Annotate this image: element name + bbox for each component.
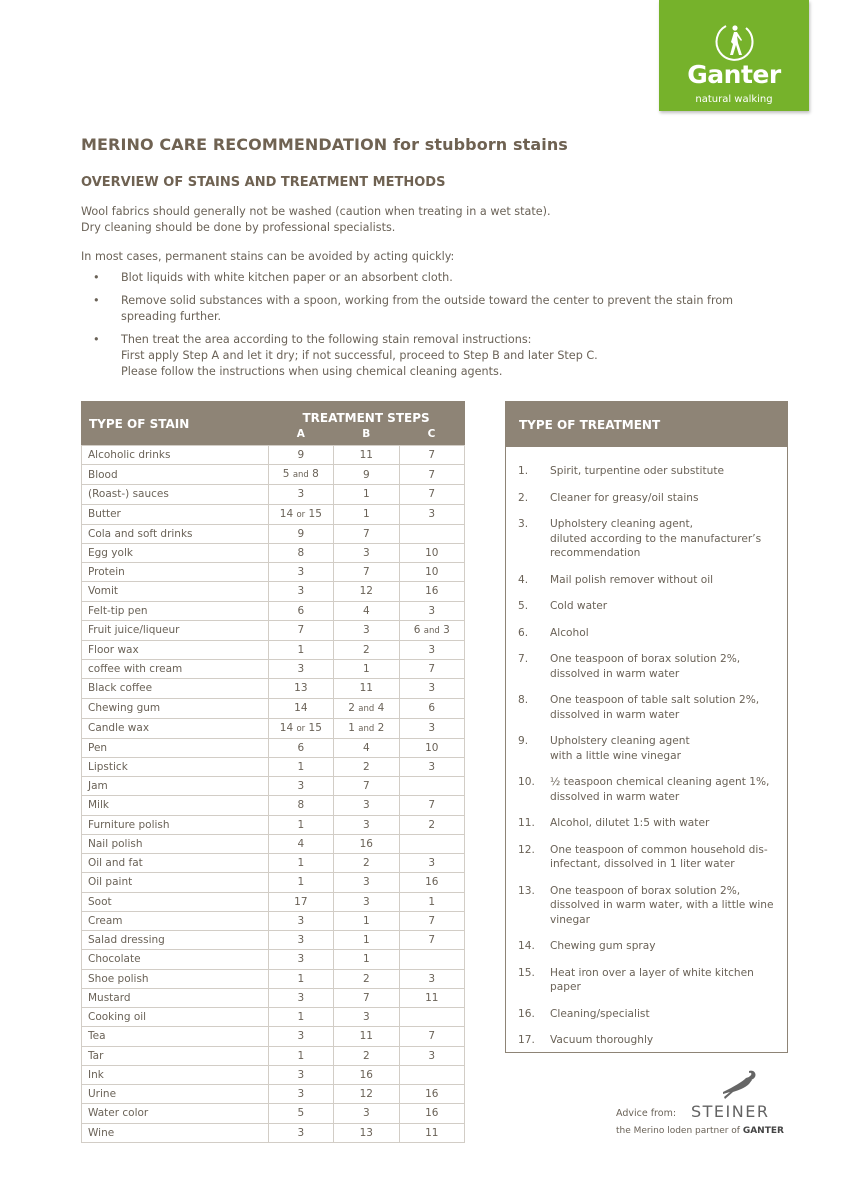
table-row bbox=[82, 1065, 465, 1084]
table-row bbox=[82, 446, 465, 465]
step-c-value: 3 bbox=[399, 757, 464, 776]
stain-name: Mustard bbox=[82, 988, 269, 1007]
instructions-list bbox=[93, 270, 783, 387]
step-b-value: 16 bbox=[334, 834, 399, 853]
stain-name: Milk bbox=[82, 796, 269, 815]
step-c-value: 7 bbox=[399, 931, 464, 950]
intro-paragraph bbox=[81, 204, 551, 236]
step-a-value: 1 bbox=[268, 1046, 333, 1065]
treatment-text: Alcohol bbox=[550, 626, 589, 639]
stain-name: Protein bbox=[82, 563, 269, 582]
bullet-item: • Blot liquids with white kitchen paper or an absorbent cloth. bbox=[93, 271, 453, 284]
stain-name: Ink bbox=[82, 1065, 269, 1084]
treatment-number: 6. bbox=[518, 626, 529, 639]
table-row bbox=[82, 524, 465, 543]
step-b-value: 1 bbox=[334, 931, 399, 950]
step-b-value: 1 bbox=[334, 950, 399, 969]
treatment-text: Cleaner for greasy/oil stains bbox=[550, 491, 699, 504]
step-b-value: 3 bbox=[334, 1104, 399, 1123]
treatment-text: One teaspoon of table salt solution 2%, dissolved in warm water bbox=[550, 694, 760, 721]
table-row bbox=[82, 738, 465, 757]
bullet-icon: • bbox=[93, 294, 100, 307]
list-item bbox=[518, 464, 775, 479]
list-item bbox=[518, 939, 775, 954]
step-a-value: 7 bbox=[268, 620, 333, 640]
treatment-number: 14. bbox=[518, 940, 535, 952]
stain-name: Urine bbox=[82, 1085, 269, 1104]
treatment-text: Cold water bbox=[550, 600, 608, 612]
step-b-value: 1 bbox=[334, 485, 399, 504]
list-item bbox=[518, 573, 775, 588]
table-row bbox=[82, 777, 465, 796]
page-subtitle: OVERVIEW OF STAINS AND TREATMENT METHODS bbox=[81, 175, 446, 190]
treatment-number: 7. bbox=[518, 653, 529, 665]
step-c-value: 11 bbox=[399, 1123, 464, 1142]
treatment-number: 2. bbox=[518, 491, 529, 504]
list-item bbox=[518, 816, 775, 831]
lead-text: In most cases, permanent stains can be avoided by acting quickly: bbox=[81, 250, 455, 263]
step-a-value: 9 bbox=[268, 446, 333, 465]
step-a-value: 3 bbox=[268, 1065, 333, 1084]
step-b-value: 16 bbox=[334, 1065, 399, 1084]
page-title: MERINO CARE RECOMMENDATION for stubborn stains bbox=[81, 135, 568, 154]
step-b-value: 9 bbox=[334, 465, 399, 485]
step-c-value: 7 bbox=[399, 911, 464, 930]
stain-name: Soot bbox=[82, 892, 269, 911]
stain-name: Furniture polish bbox=[82, 815, 269, 834]
stain-name: Oil and fat bbox=[82, 854, 269, 873]
stain-name: Black coffee bbox=[82, 679, 269, 698]
ganter-logo bbox=[659, 0, 809, 111]
step-c-value: 6 bbox=[399, 698, 464, 718]
step-a-value: 3 bbox=[268, 777, 333, 796]
stain-name: Egg yolk bbox=[82, 543, 269, 562]
table-row bbox=[82, 873, 465, 892]
step-b-value: 1 bbox=[334, 660, 399, 679]
stain-name: Tea bbox=[82, 1027, 269, 1046]
step-c-value: 16 bbox=[399, 1104, 464, 1123]
header-step-b: B bbox=[334, 428, 399, 446]
list-item bbox=[518, 775, 775, 804]
bullet-item: • Then treat the area according to the following stain removal instructions: First apply Step A and let it dry; if not successful, proceed to Step B and later Step C. Please follow the instructions when using chemical cleaning agents. bbox=[93, 333, 598, 378]
walking-person-icon bbox=[712, 22, 756, 62]
stain-name: Water color bbox=[82, 1104, 269, 1123]
treatment-number: 4. bbox=[518, 573, 529, 586]
step-c-value: 7 bbox=[399, 465, 464, 485]
stain-name: Salad dressing bbox=[82, 931, 269, 950]
step-a-value: 1 bbox=[268, 854, 333, 873]
step-c-value: 6 and 3 bbox=[399, 620, 464, 640]
stain-name: Cola and soft drinks bbox=[82, 524, 269, 543]
stain-name: Jam bbox=[82, 777, 269, 796]
list-item bbox=[518, 491, 775, 506]
stain-name: Pen bbox=[82, 738, 269, 757]
stain-table bbox=[81, 401, 465, 1143]
ganter-brand-name: Ganter bbox=[687, 60, 781, 89]
step-a-value: 3 bbox=[268, 1085, 333, 1104]
step-b-value: 3 bbox=[334, 620, 399, 640]
bullet-icon: • bbox=[93, 333, 100, 346]
step-b-value: 3 bbox=[334, 815, 399, 834]
list-item bbox=[518, 693, 775, 722]
step-a-value: 3 bbox=[268, 485, 333, 504]
table-row bbox=[82, 465, 465, 485]
step-c-value: 11 bbox=[399, 988, 464, 1007]
step-c-value: 7 bbox=[399, 796, 464, 815]
treatment-text: Heat iron over a layer of white kitchen paper bbox=[550, 966, 754, 993]
step-b-value: 3 bbox=[334, 543, 399, 562]
stain-name: Felt-tip pen bbox=[82, 601, 269, 620]
treatment-text: One teaspoon of borax solution 2%, dissolved in warm water bbox=[550, 653, 741, 680]
treatment-number: 13. bbox=[518, 884, 535, 897]
step-b-value: 3 bbox=[334, 796, 399, 815]
table-row bbox=[82, 969, 465, 988]
table-row bbox=[82, 911, 465, 930]
stain-name: Nail polish bbox=[82, 834, 269, 853]
list-item bbox=[518, 843, 775, 872]
table-row bbox=[82, 931, 465, 950]
step-b-value: 1 and 2 bbox=[334, 718, 399, 738]
stain-name: Floor wax bbox=[82, 640, 269, 659]
treatment-text: Mail polish remover without oil bbox=[550, 573, 714, 586]
step-a-value: 3 bbox=[268, 563, 333, 582]
table-row bbox=[82, 950, 465, 969]
step-c-value bbox=[399, 1065, 464, 1084]
table-row bbox=[82, 854, 465, 873]
list-item bbox=[518, 599, 775, 614]
step-c-value bbox=[399, 777, 464, 796]
step-c-value bbox=[399, 834, 464, 853]
step-b-value: 13 bbox=[334, 1123, 399, 1142]
step-b-value: 2 bbox=[334, 854, 399, 873]
step-a-value: 1 bbox=[268, 1008, 333, 1027]
step-b-value: 3 bbox=[334, 873, 399, 892]
step-a-value: 1 bbox=[268, 969, 333, 988]
treatment-number: 8. bbox=[518, 694, 529, 706]
treatment-number: 1. bbox=[518, 465, 529, 477]
step-c-value: 3 bbox=[399, 679, 464, 698]
partner-line: the Merino loden partner of GANTER bbox=[616, 1126, 784, 1136]
step-c-value bbox=[399, 950, 464, 969]
table-row bbox=[82, 1046, 465, 1065]
ganter-tagline: natural walking bbox=[695, 94, 773, 105]
step-c-value: 3 bbox=[399, 969, 464, 988]
step-a-value: 8 bbox=[268, 543, 333, 562]
step-a-value: 8 bbox=[268, 796, 333, 815]
stain-name: (Roast-) sauces bbox=[82, 485, 269, 504]
step-b-value: 3 bbox=[334, 892, 399, 911]
step-a-value: 3 bbox=[268, 660, 333, 679]
table-row bbox=[82, 815, 465, 834]
table-row bbox=[82, 757, 465, 776]
treatment-text: Cleaning/specialist bbox=[550, 1007, 650, 1020]
table-row bbox=[82, 485, 465, 504]
table-row bbox=[82, 1123, 465, 1142]
treatment-number: 11. bbox=[518, 817, 535, 829]
treatment-panel bbox=[505, 401, 788, 1053]
step-b-value: 4 bbox=[334, 738, 399, 757]
step-b-value: 2 and 4 bbox=[334, 698, 399, 718]
step-b-value: 11 bbox=[334, 679, 399, 698]
stain-name: Cream bbox=[82, 911, 269, 930]
stain-name: Fruit juice/liqueur bbox=[82, 620, 269, 640]
footer-credit bbox=[616, 1068, 786, 1138]
list-item bbox=[518, 626, 775, 641]
step-b-value: 11 bbox=[334, 1027, 399, 1046]
stain-name: Wine bbox=[82, 1123, 269, 1142]
treatment-header: TYPE OF TREATMENT bbox=[506, 402, 787, 447]
table-row bbox=[82, 1104, 465, 1123]
step-c-value: 2 bbox=[399, 815, 464, 834]
treatment-list bbox=[506, 447, 787, 1048]
treatment-text: One teaspoon of common household dis- infectant, dissolved in 1 liter water bbox=[550, 843, 768, 870]
treatment-number: 17. bbox=[518, 1034, 535, 1046]
table-row bbox=[82, 679, 465, 698]
step-c-value: 3 bbox=[399, 718, 464, 738]
treatment-number: 16. bbox=[518, 1007, 535, 1020]
step-a-value: 3 bbox=[268, 1027, 333, 1046]
step-a-value: 3 bbox=[268, 988, 333, 1007]
step-a-value: 3 bbox=[268, 950, 333, 969]
table-row bbox=[82, 796, 465, 815]
stain-name: Chocolate bbox=[82, 950, 269, 969]
step-c-value: 3 bbox=[399, 854, 464, 873]
step-c-value: 10 bbox=[399, 543, 464, 562]
stain-name: Shoe polish bbox=[82, 969, 269, 988]
list-item bbox=[518, 1007, 775, 1022]
step-c-value bbox=[399, 1008, 464, 1027]
list-item bbox=[518, 652, 775, 681]
stain-name: Vomit bbox=[82, 582, 269, 601]
step-a-value: 1 bbox=[268, 873, 333, 892]
table-row bbox=[82, 504, 465, 524]
step-c-value: 16 bbox=[399, 873, 464, 892]
step-b-value: 2 bbox=[334, 1046, 399, 1065]
table-row bbox=[82, 1027, 465, 1046]
stain-table-body bbox=[82, 446, 465, 1143]
header-step-a: A bbox=[268, 428, 333, 446]
step-a-value: 17 bbox=[268, 892, 333, 911]
treatment-number: 9. bbox=[518, 735, 529, 747]
step-c-value: 1 bbox=[399, 892, 464, 911]
step-c-value: 3 bbox=[399, 1046, 464, 1065]
list-item bbox=[518, 517, 775, 561]
list-item bbox=[518, 1033, 775, 1048]
stain-name: Candle wax bbox=[82, 718, 269, 738]
intro-line: Wool fabrics should generally not be washed (caution when treating in a wet state). bbox=[81, 205, 551, 218]
step-b-value: 2 bbox=[334, 969, 399, 988]
advice-label: Advice from: bbox=[616, 1108, 677, 1119]
treatment-text: Upholstery cleaning agent, diluted according to the manufacturer’s recommendation bbox=[550, 518, 762, 559]
stain-name: Tar bbox=[82, 1046, 269, 1065]
step-a-value: 4 bbox=[268, 834, 333, 853]
treatment-number: 5. bbox=[518, 600, 529, 612]
step-c-value: 16 bbox=[399, 1085, 464, 1104]
step-a-value: 5 and 8 bbox=[268, 465, 333, 485]
table-row bbox=[82, 601, 465, 620]
stain-name: Butter bbox=[82, 504, 269, 524]
step-a-value: 1 bbox=[268, 757, 333, 776]
step-c-value: 7 bbox=[399, 485, 464, 504]
step-a-value: 13 bbox=[268, 679, 333, 698]
table-row bbox=[82, 660, 465, 679]
stain-name: Oil paint bbox=[82, 873, 269, 892]
table-row bbox=[82, 698, 465, 718]
step-c-value: 3 bbox=[399, 504, 464, 524]
step-c-value: 3 bbox=[399, 640, 464, 659]
step-b-value: 7 bbox=[334, 777, 399, 796]
stain-name: Alcoholic drinks bbox=[82, 446, 269, 465]
list-item bbox=[518, 966, 775, 995]
step-a-value: 5 bbox=[268, 1104, 333, 1123]
step-b-value: 7 bbox=[334, 563, 399, 582]
treatment-number: 3. bbox=[518, 518, 529, 530]
stain-name: Lipstick bbox=[82, 757, 269, 776]
table-row bbox=[82, 543, 465, 562]
bullet-icon: • bbox=[93, 271, 100, 284]
stain-name: Chewing gum bbox=[82, 698, 269, 718]
step-b-value: 1 bbox=[334, 504, 399, 524]
treatment-number: 15. bbox=[518, 966, 535, 979]
step-b-value: 2 bbox=[334, 757, 399, 776]
table-row bbox=[82, 582, 465, 601]
step-b-value: 3 bbox=[334, 1008, 399, 1027]
treatment-text: Chewing gum spray bbox=[550, 940, 656, 952]
step-c-value: 7 bbox=[399, 660, 464, 679]
step-a-value: 3 bbox=[268, 931, 333, 950]
step-a-value: 1 bbox=[268, 640, 333, 659]
table-row bbox=[82, 718, 465, 738]
step-c-value: 10 bbox=[399, 738, 464, 757]
header-step-c: C bbox=[399, 428, 464, 446]
step-c-value: 7 bbox=[399, 1027, 464, 1046]
step-a-value: 3 bbox=[268, 911, 333, 930]
list-item bbox=[518, 734, 775, 763]
step-a-value: 6 bbox=[268, 601, 333, 620]
header-treatment-steps: TREATMENT STEPS bbox=[268, 402, 464, 428]
step-a-value: 1 bbox=[268, 815, 333, 834]
step-b-value: 4 bbox=[334, 601, 399, 620]
table-row bbox=[82, 640, 465, 659]
bullet-item: • Remove solid substances with a spoon, working from the outside toward the center to prevent the stain from spreading further. bbox=[93, 294, 734, 323]
step-b-value: 2 bbox=[334, 640, 399, 659]
step-a-value: 3 bbox=[268, 582, 333, 601]
treatment-number: 12. bbox=[518, 843, 535, 856]
table-row bbox=[82, 563, 465, 582]
table-row bbox=[82, 1008, 465, 1027]
treatment-text: One teaspoon of borax solution 2%, dissolved in warm water, with a little wine vinegar bbox=[550, 884, 774, 926]
treatment-text: Vacuum thoroughly bbox=[550, 1034, 654, 1046]
treatment-text: ½ teaspoon chemical cleaning agent 1%, dissolved in warm water bbox=[550, 776, 770, 803]
step-a-value: 3 bbox=[268, 1123, 333, 1142]
treatment-number: 10. bbox=[518, 776, 535, 788]
step-a-value: 6 bbox=[268, 738, 333, 757]
table-row bbox=[82, 834, 465, 853]
table-row bbox=[82, 892, 465, 911]
step-c-value: 10 bbox=[399, 563, 464, 582]
treatment-text: Alcohol, dilutet 1:5 with water bbox=[550, 817, 710, 829]
stain-name: coffee with cream bbox=[82, 660, 269, 679]
ibex-icon bbox=[719, 1068, 759, 1102]
step-b-value: 11 bbox=[334, 446, 399, 465]
steiner-brand: STEINER bbox=[691, 1102, 770, 1121]
treatment-text: Upholstery cleaning agent with a little wine vinegar bbox=[550, 735, 690, 762]
step-a-value: 14 or 15 bbox=[268, 504, 333, 524]
step-b-value: 12 bbox=[334, 582, 399, 601]
treatment-text: Spirit, turpentine oder substitute bbox=[550, 465, 725, 477]
step-a-value: 9 bbox=[268, 524, 333, 543]
step-b-value: 7 bbox=[334, 988, 399, 1007]
stain-name: Cooking oil bbox=[82, 1008, 269, 1027]
stain-name: Blood bbox=[82, 465, 269, 485]
step-a-value: 14 bbox=[268, 698, 333, 718]
list-item bbox=[518, 884, 775, 928]
step-c-value: 3 bbox=[399, 601, 464, 620]
step-c-value bbox=[399, 524, 464, 543]
step-b-value: 12 bbox=[334, 1085, 399, 1104]
header-type-of-stain: TYPE OF STAIN bbox=[82, 402, 269, 446]
table-row bbox=[82, 988, 465, 1007]
step-a-value: 14 or 15 bbox=[268, 718, 333, 738]
intro-line: Dry cleaning should be done by professional specialists. bbox=[81, 221, 396, 234]
table-row bbox=[82, 620, 465, 640]
step-c-value: 16 bbox=[399, 582, 464, 601]
step-b-value: 1 bbox=[334, 911, 399, 930]
step-c-value: 7 bbox=[399, 446, 464, 465]
table-row bbox=[82, 1085, 465, 1104]
step-b-value: 7 bbox=[334, 524, 399, 543]
